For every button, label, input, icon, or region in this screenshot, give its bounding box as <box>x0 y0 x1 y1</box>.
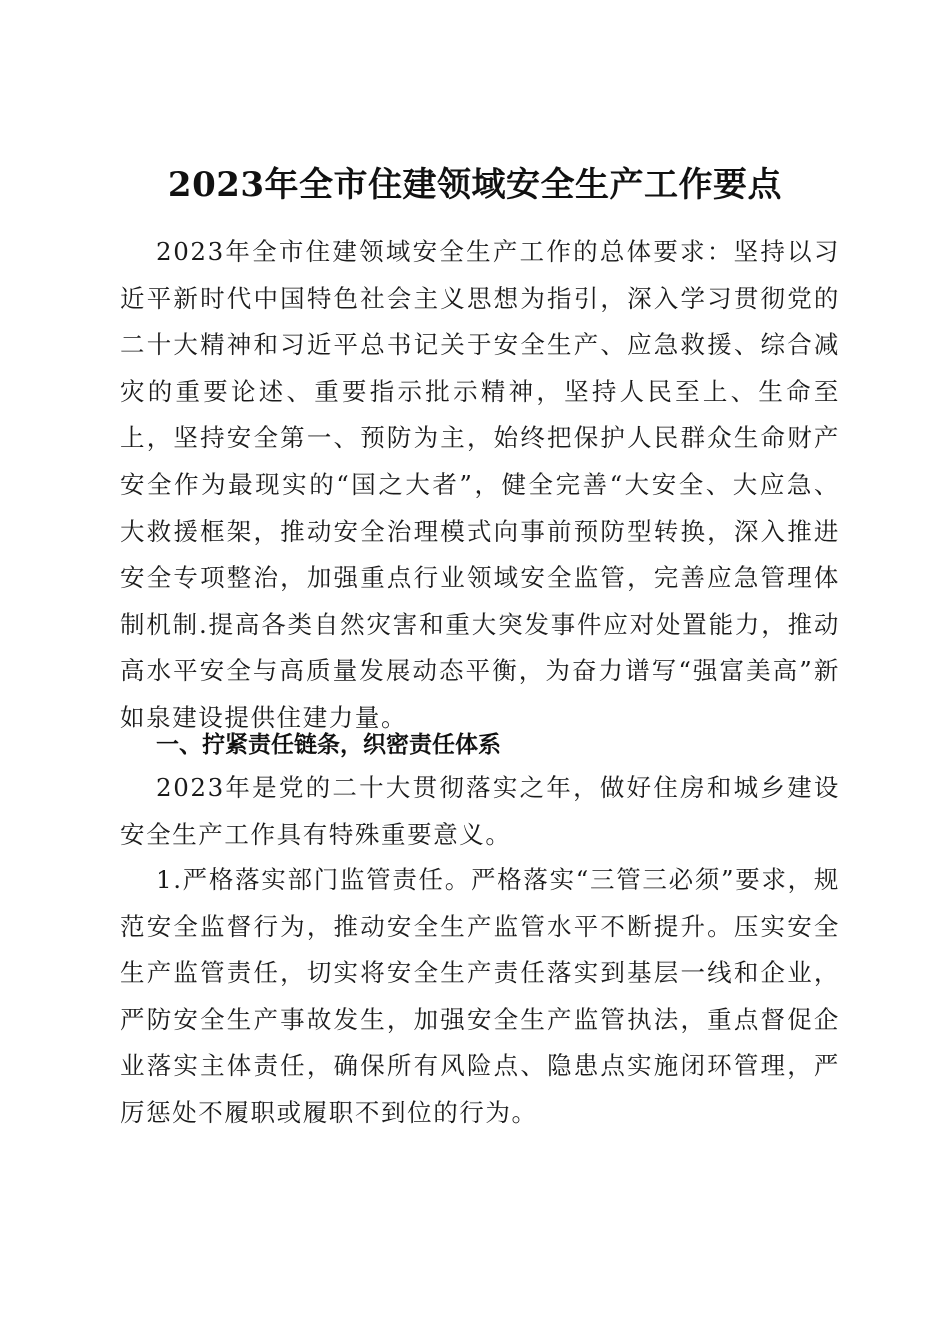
section-heading-1: 一、拧紧责任链条，织密责任体系 <box>156 732 501 758</box>
document-title: 2023年全市住建领域安全生产工作要点 <box>167 164 783 205</box>
section-1-item-1: 1.严格落实部门监管责任。严格落实“三管三必须”要求，规范安全监督行为，推动安全生产监管水平不断提升。压实安全生产监管责任，切实将安全生产责任落实到基层一线和企业，严防安全生产事故发生，加强安全生产监管执法，重点督促企业落实主体责任，确保所有风险点、隐患点实施闭环管理，严厉惩处不履职或履职不到位的行为。 <box>120 865 840 1127</box>
section-1-paragraph: 2023年是党的二十大贯彻落实之年，做好住房和城乡建设安全生产工作具有特殊重要意义。 <box>120 773 840 849</box>
intro-paragraph: 2023年全市住建领域安全生产工作的总体要求：坚持以习近平新时代中国特色社会主义思想为指引，深入学习贯彻党的二十大精神和习近平总书记关于安全生产、应急救援、综合减灾的重要论述、重要指示批示精神，坚持人民至上、生命至上，坚持安全第一、预防为主，始终把保护人民群众生命财产安全作为最现实的“国之大者”，健全完善“大安全、大应急、大救援框架，推动安全治理模式向事前预防型转换，深入推进安全专项整治，加强重点行业领域安全监管，完善应急管理体制机制.提高各类自然灾害和重大突发事件应对处置能力，推动高水平安全与高质量发展动态平衡，为奋力谱写“强富美高”新如泉建设提供住建力量。 <box>120 237 840 732</box>
